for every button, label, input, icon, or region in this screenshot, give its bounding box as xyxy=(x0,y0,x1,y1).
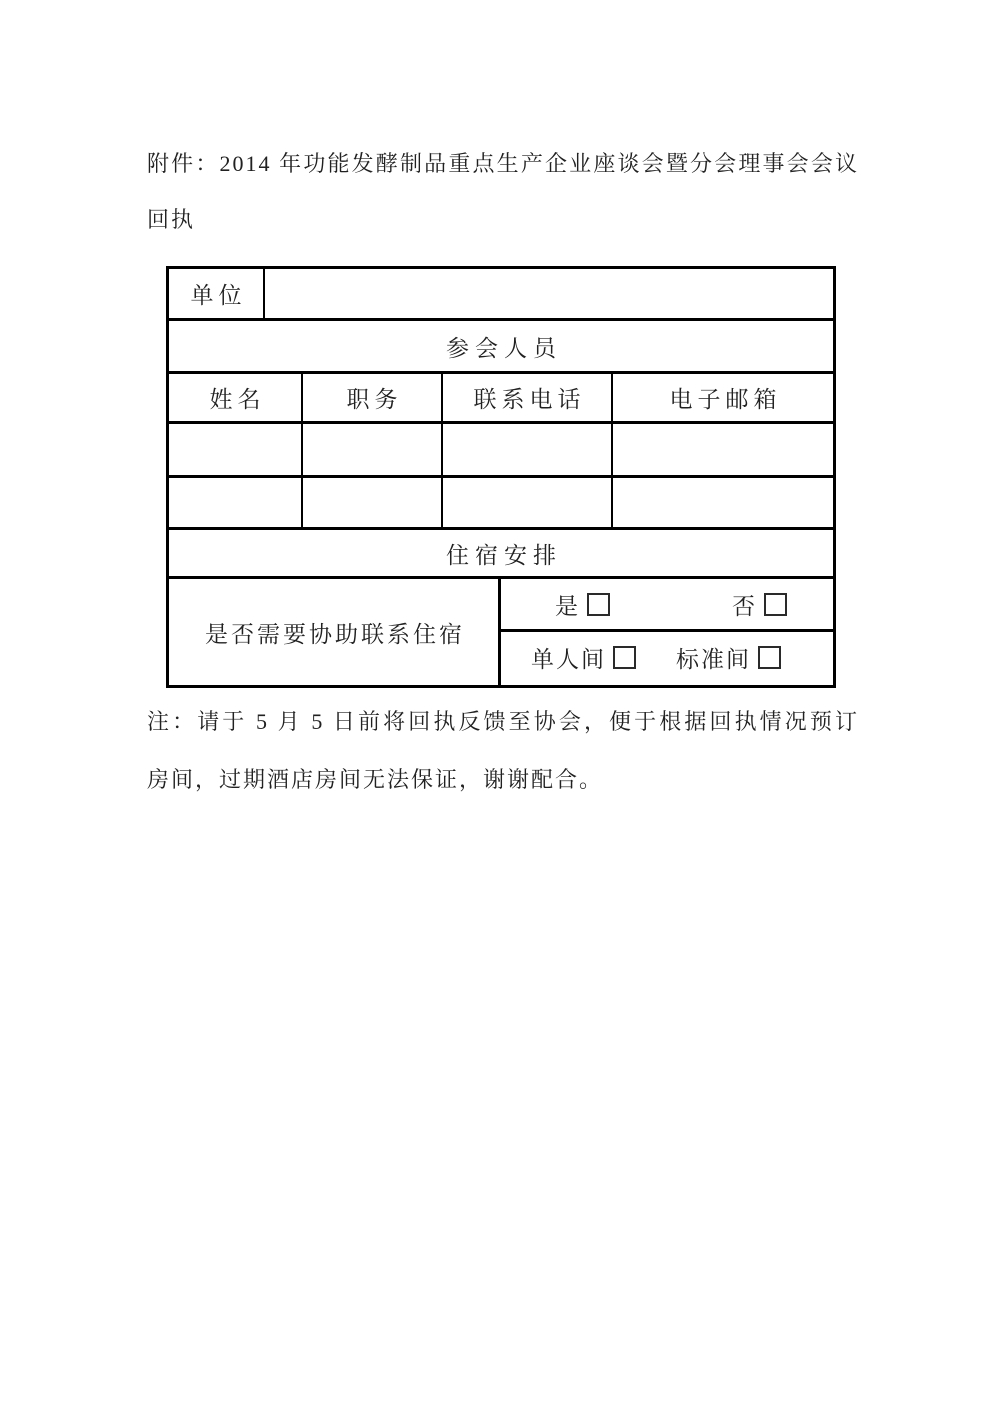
title-input-cell[interactable] xyxy=(303,478,443,527)
column-header-title: 职务 xyxy=(303,374,443,421)
column-header-name: 姓名 xyxy=(169,374,303,421)
email-input-cell[interactable] xyxy=(613,424,833,475)
option-no xyxy=(732,588,787,621)
participant-row xyxy=(169,478,833,530)
title-input-cell[interactable] xyxy=(303,424,443,475)
single-room-checkbox[interactable] xyxy=(613,646,636,669)
participants-columns-row xyxy=(169,374,833,424)
option-standard-room-label: 标准间 xyxy=(676,646,751,672)
unit-input-cell[interactable] xyxy=(265,269,833,318)
no-checkbox[interactable] xyxy=(764,593,787,616)
reply-form-table xyxy=(166,266,836,688)
note-line-1: 注：请于 5 月 5 日前将回执反馈至协会，便于根据回执情况预订 xyxy=(147,709,859,734)
room-type-option-row xyxy=(501,632,833,682)
option-single-room-label: 单人间 xyxy=(531,646,606,672)
column-header-email: 电子邮箱 xyxy=(669,387,782,412)
option-yes xyxy=(555,588,610,621)
document-content xyxy=(147,147,859,797)
name-input-cell[interactable] xyxy=(169,424,303,475)
option-single-room xyxy=(531,641,636,674)
unit-row xyxy=(169,269,833,321)
column-header-phone: 联系电话 xyxy=(443,374,613,421)
document-title xyxy=(147,147,859,237)
assist-options-column xyxy=(501,579,833,685)
yes-no-option-row xyxy=(501,579,833,632)
option-standard-room xyxy=(676,641,781,674)
assist-label-cell: 是否需要协助联系住宿 xyxy=(169,579,501,685)
unit-label-cell: 单位 xyxy=(169,269,265,318)
note-line-2: 房间，过期酒店房间无法保证，谢谢配合。 xyxy=(147,767,604,792)
option-no-label: 否 xyxy=(732,593,757,619)
accommodation-header-cell: 住宿安排 xyxy=(169,530,833,579)
phone-input-cell[interactable] xyxy=(443,424,613,475)
participants-header-cell: 参会人员 xyxy=(169,321,833,374)
name-input-cell[interactable] xyxy=(169,478,303,527)
title-line-1: 附件：2014 年功能发酵制品重点生产企业座谈会暨分会理事会会议 xyxy=(147,151,859,176)
footer-note xyxy=(147,705,859,797)
yes-checkbox[interactable] xyxy=(587,593,610,616)
accommodation-assist-row xyxy=(169,579,833,685)
participant-row xyxy=(169,424,833,478)
title-line-2: 回执 xyxy=(147,207,196,232)
standard-room-checkbox[interactable] xyxy=(758,646,781,669)
option-yes-label: 是 xyxy=(555,593,580,619)
email-input-cell[interactable] xyxy=(613,478,833,527)
phone-input-cell[interactable] xyxy=(443,478,613,527)
